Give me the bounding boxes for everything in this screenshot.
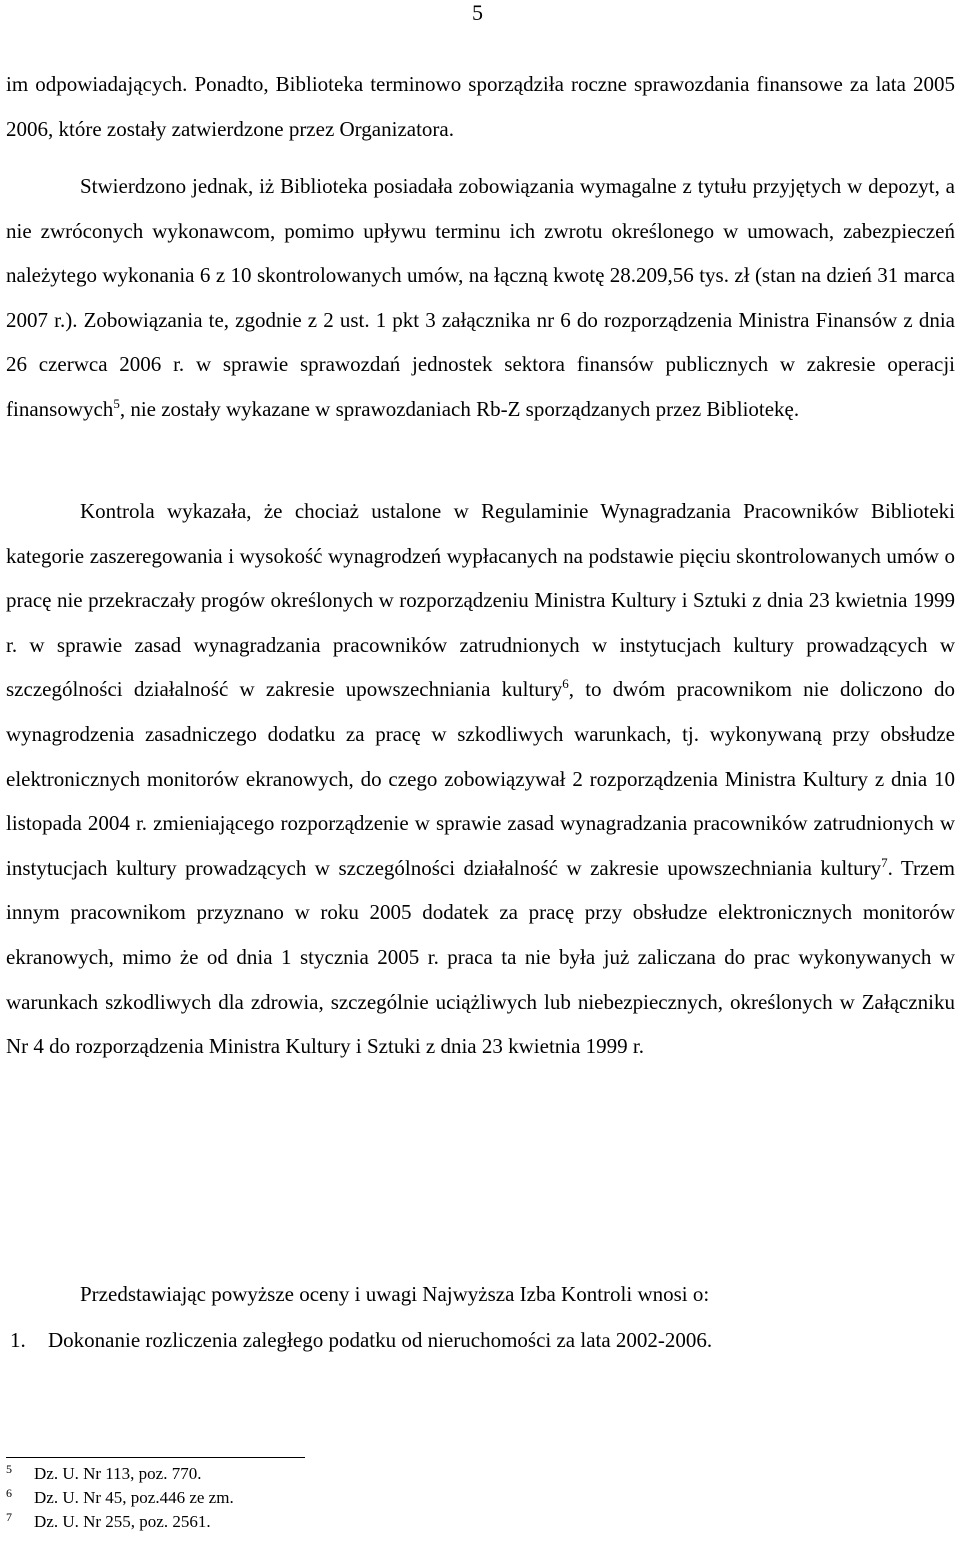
footnote-text: Dz. U. Nr 255, poz. 2561. [34,1512,211,1531]
paragraph-1-text: im odpowiadających. Ponadto, Biblioteka terminowo sporządziła roczne sprawozdania finansowe za lata 2005 2006, które zostały zatwierdzone przez Organizatora. [6,72,955,141]
page-number: 5 [472,0,483,25]
footnote-text: Dz. U. Nr 113, poz. 770. [34,1464,202,1483]
list-item [10,1318,712,1362]
footnote-5 [6,1462,234,1486]
footnote-ref-5: 5 [113,395,120,411]
footnote-text: Dz. U. Nr 45, poz.446 ze zm. [34,1488,234,1507]
paragraph-3-text-b: , to dwóm pracownikom nie doliczono do wynagrodzenia zasadniczego dodatku za pracę w szkodliwych warunkach, tj. wykonywaną przy obsłudze elektronicznych monitorów ekranowych, do czego zobowiązywał 2 rozporządzenia Ministra Kultury z dnia 10 listopada 2004 r. zmieniającego rozporządzenie w sprawie zasad wynagradzania pracowników zatrudnionych w instytucjach kultury prowadzących w szczególności działalność w zakresie upowszechniania kultury [6,677,955,880]
paragraph-3-text-a: Kontrola wykazała, że chociaż ustalone w Regulaminie Wynagradzania Pracowników Biblioteki kategorie zaszeregowania i wysokość wynagrodzeń wypłacanych na podstawie pięciu skontrolowanych umów o pracę nie przekraczały progów określonych w rozporządzeniu Ministra Kultury i Sztuki z dnia 23 kwietnia 1999 r. w sprawie zasad wynagradzania pracowników zatrudnionych w instytucjach kultury prowadzących w szczególności działalność w zakresie upowszechniania kultury [6,499,955,702]
paragraph-2 [6,164,955,432]
paragraph-4 [80,1272,709,1316]
list-item-text: Dokonanie rozliczenia zaległego podatku od nieruchomości za lata 2002-2006. [48,1328,713,1352]
paragraph-1 [6,62,955,151]
footnotes [6,1462,234,1534]
footnote-ref-7: 7 [881,854,888,870]
footnote-mark: 5 [6,1462,12,1476]
list-item-number: 1. [10,1328,26,1352]
paragraph-2-text-a: Stwierdzono jednak, iż Biblioteka posiadała zobowiązania wymagalne z tytułu przyjętych w depozyt, a nie zwróconych wykonawcom, pomimo upływu terminu ich zwrotu określonego w umowach, zabezpieczeń należytego wykonania 6 z 10 skontrolowanych umów, na łączną kwotę 28.209,56 tys. zł (stan na dzień 31 marca 2007 r.). Zobowiązania te, zgodnie z 2 ust. 1 pkt 3 załącznika nr 6 do rozporządzenia Ministra Finansów z dnia 26 czerwca 2006 r. w sprawie sprawozdań jednostek sektora finansów publicznych w zakresie operacji finansowych [6,174,955,421]
paragraph-3 [6,489,955,1069]
footnote-7 [6,1510,234,1534]
footnote-mark: 7 [6,1510,12,1524]
footnote-mark: 6 [6,1486,12,1500]
paragraph-2-text-b: , nie zostały wykazane w sprawozdaniach Rb-Z sporządzanych przez Bibliotekę. [119,396,800,421]
paragraph-3-text-c: . Trzem innym pracownikom przyznano w roku 2005 dodatek za pracę przy obsłudze elektronicznych monitorów ekranowych, mimo że od dnia 1 stycznia 2005 r. praca ta nie była już zaliczana do prac wykonywanych w warunkach szkodliwych dla zdrowia, szczególnie uciążliwych lub niebezpiecznych, określonych w Załączniku Nr 4 do rozporządzenia Ministra Kultury i Sztuki z dnia 23 kwietnia 1999 r. [6,855,955,1059]
footnote-6 [6,1486,234,1510]
footnote-divider [6,1457,305,1458]
paragraph-4-text: Przedstawiając powyższe oceny i uwagi Najwyższa Izba Kontroli wnosi o: [80,1282,710,1306]
footnote-ref-6: 6 [562,676,569,692]
